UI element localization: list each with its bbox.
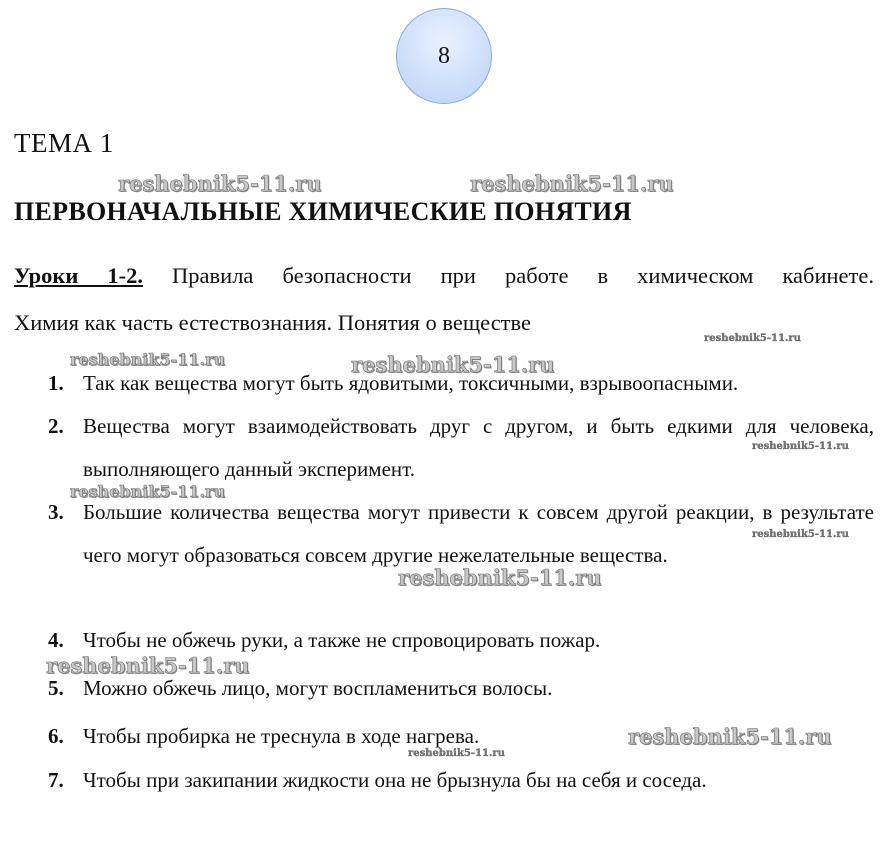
watermark: reshebnik5-11.ru	[118, 171, 322, 196]
item-number: 1.	[48, 371, 64, 395]
watermark: reshebnik5-11.ru	[398, 565, 602, 590]
watermark: reshebnik5-11.ru	[70, 482, 226, 501]
watermark: reshebnik5-11.ru	[70, 350, 226, 369]
item-number: 4.	[48, 628, 64, 652]
item-number: 5.	[48, 676, 64, 700]
item-number: 6.	[48, 724, 64, 748]
watermark: reshebnik5-11.ru	[752, 441, 849, 452]
item-number: 7.	[48, 768, 64, 792]
watermark: reshebnik5-11.ru	[704, 333, 801, 344]
item-number: 2.	[48, 414, 64, 438]
lesson-title-part1: Правила безопасности при работе в химическом кабинете.	[143, 263, 874, 288]
page-number: 8	[438, 42, 450, 69]
watermark: reshebnik5-11.ru	[470, 171, 674, 196]
item-text: Можно обжечь лицо, могут воспламениться волосы.	[83, 676, 553, 700]
item-text: Чтобы пробирка не треснула в ходе нагрева.	[83, 724, 480, 748]
list-item	[48, 759, 874, 802]
watermark: reshebnik5-11.ru	[628, 724, 832, 749]
page-number-badge	[396, 8, 492, 104]
item-text: Чтобы не обжечь руки, а также не спровоцировать пожар.	[83, 628, 601, 652]
list-item	[48, 405, 874, 491]
item-text: Чтобы при закипании жидкости она не брызнула бы на себя и соседа.	[83, 768, 707, 792]
main-title: ПЕРВОНАЧАЛЬНЫЕ ХИМИЧЕСКИЕ ПОНЯТИЯ	[14, 197, 632, 226]
watermark: reshebnik5-11.ru	[408, 748, 505, 759]
item-number: 3.	[48, 500, 64, 524]
lesson-heading	[14, 263, 874, 289]
lesson-title-part2: Химия как часть естествознания. Понятия о веществе	[14, 310, 531, 335]
item-text: Вещества могут взаимодействовать друг с другом, и быть едкими для человека, выполняющего данный эксперимент.	[83, 414, 874, 481]
lesson-label: Уроки 1-2.	[14, 263, 144, 288]
watermark: reshebnik5-11.ru	[351, 352, 555, 377]
item-text: Так как вещества могут быть ядовитыми, токсичными, взрывоопасными.	[83, 371, 739, 395]
item-text: Большие количества вещества могут привести к совсем другой реакции, в результате чего могут образоваться совсем другие нежелательные вещества.	[83, 500, 874, 567]
topic-heading: ТЕМА 1	[14, 128, 114, 158]
watermark: reshebnik5-11.ru	[46, 653, 250, 678]
watermark: reshebnik5-11.ru	[752, 529, 849, 540]
